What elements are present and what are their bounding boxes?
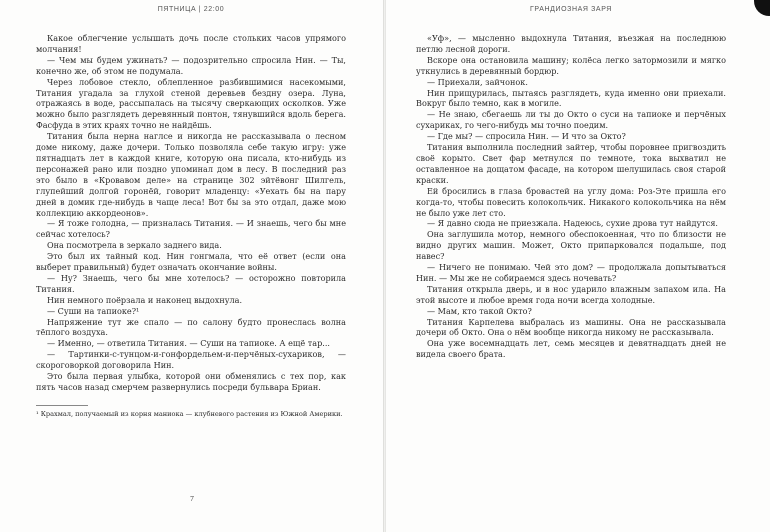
paragraph: — Именно, — ответила Титания. — Суши на тапиоке. А ещё тар... [47, 338, 330, 349]
left-page-body [36, 33, 346, 393]
paragraph: — Ничего не понимаю. Чей это дом? — продолжала допытываться Нин. — Мы же не собираемся здесь ночевать? [416, 262, 726, 283]
right-running-head: ГРАНДИОЗНАЯ ЗАРЯ [530, 6, 612, 13]
paragraph: Ей бросились в глаза бровастей на углу дома: Роз-Эте пришла его когда-то, чтобы повесить колокольчик. Никакого колокольчика на нём не было уже лет сто. [416, 185, 726, 218]
paragraph: Через лобовое стекло, облепленное разбившимися насекомыми, Титания угадала за глухой стеной деревьев бездну озера. Луна, отражаясь в воде, рассыпалась на тысячу сверкающих осколков. Уже можно было разглядеть деревянный понтон, тянувшийся вдоль берега. Фасфуда в этих краях точно не найдёшь. [36, 76, 346, 131]
paragraph: Какое облегчение услышать дочь после стольких часов упрямого молчания! [36, 33, 346, 54]
paragraph: — Мам, кто такой Окто? [427, 305, 532, 316]
corner-mark [754, 0, 770, 16]
paragraph: Титания выполнила последний зайтер, чтобы поровнее пригвоздить своё корыто. Свет фар метнулся по темноте, тока выхватил не оставленное на дощатом фасаде, на котором шелушилась своя старой краски. [416, 142, 726, 185]
paragraph: Титания была нерна наглсе и никогда не рассказывала о лесном доме никому, даже дочери. Только позволяла себе такую игру: уже пятнадцать лет в каждой книге, которую она писала, кто-нибудь из персонажей рано или поздно упоминал дом в лесу. В последний раз это было в «Кровавом деле» на странице 302 эйтёвонг Шилгель, глупейший долгой горонёй, говорит младенцу: «Уехать бы на пару дней в домик где-нибудь в чаще леса! Вот бы за это отдал, даже мою коллекцию аккордеонов». [36, 131, 346, 218]
paragraph: Она уже восемнадцать лет, семь месяцев и девятнадцать дней не видела своего брата. [416, 338, 726, 360]
paragraph: — Чем мы будем ужинать? — подозрительно спросила Нин. — Ты, конечно же, об этом не подумала. [36, 54, 346, 76]
right-page-body [416, 33, 726, 360]
paragraph: Она заглушила мотор, немного обеспокоенная, что по близости не видно других машин. Может, Окто припарковался подальше, под навес? [416, 229, 726, 262]
left-page [0, 0, 384, 532]
left-running-head: ПЯТНИЦА | 22:00 [157, 6, 225, 13]
paragraph: — Где мы? — спросила Нин. — И что за Окто? [427, 131, 626, 142]
paragraph: Это был их тайный код. Нин гонгмала, что её ответ (если она выберет правильный) будет означать окончание войны. [36, 251, 346, 273]
paragraph: Нин немного поёрзала и наконец выдохнула. [47, 294, 243, 305]
page-number: 7 [190, 494, 194, 503]
paragraph: — Не знаю, сбегаешь ли ты до Окто о суси на тапиоке и перчёных сухариках, го чего-нибудь мы точно поедим. [416, 109, 726, 131]
footnote: ¹ Крахмал, получаемый из корня маниока — клубневого растения из Южной Америки. [36, 409, 343, 418]
paragraph: — Суши на тапиоке?¹ [47, 305, 140, 316]
paragraph: — Я тоже голодна, — призналась Титания. — И знаешь, чего бы мне сейчас хотелось? [36, 218, 346, 240]
paragraph: — Тартинки-с-тунцом-и-гонфордельем-и-перчёных-сухариков, — скороговоркой договорила Нин. [36, 349, 346, 371]
paragraph: — Ну? Знаешь, чего бы мне хотелось? — осторожно повторила Титания. [36, 272, 346, 294]
paragraph: Нин прищурилась, пытаясь разглядеть, куда именно они приехали. Вокруг было темно, как в могиле. [416, 87, 726, 109]
paragraph: Титания Карпелева выбралась из машины. Она не рассказывала дочери об Окто. Она о нём вообще никогда никому не рассказывала. [416, 316, 726, 338]
right-page [386, 0, 770, 532]
paragraph: Титания открыла дверь, и в нос ударило влажным запахом ила. На этой высоте и любое время года ночи всегда холодные. [416, 283, 726, 305]
paragraph: Вскоре она остановила машину; колёса легко затормозили и мягко уткнулись в деревянный бордюр. [416, 54, 726, 76]
paragraph: — Приехали, зайчонок. [427, 76, 528, 87]
paragraph: «Уф», — мысленно выдохнула Титания, въезжая на последнюю петлю лесной дороги. [416, 33, 726, 54]
paragraph: — Я давно сюда не приезжала. Надеюсь, сухие дрова тут найдутся. [427, 218, 718, 229]
paragraph: Это была первая улыбка, которой они обменялись с тех пор, как пять часов назад смерчем развернулись посреди бульвара Бриан. [36, 371, 346, 392]
footnote-divider [36, 405, 88, 406]
paragraph: Напряжение тут же спало — по салону будто пронеслась волна тёплого воздуха. [36, 316, 346, 338]
paragraph: Она посмотрела в зеркало заднего вида. [47, 240, 222, 251]
